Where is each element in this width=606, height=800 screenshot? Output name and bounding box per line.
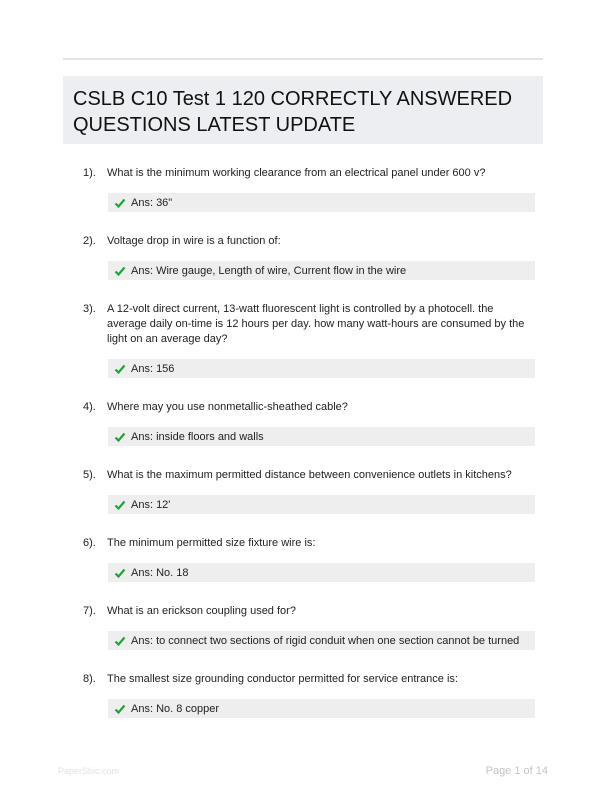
question-number: 3). bbox=[83, 303, 96, 315]
page-indicator: Page 1 of 14 bbox=[485, 765, 548, 777]
qa-item-7 bbox=[63, 604, 543, 650]
check-icon bbox=[114, 703, 126, 715]
question-text: Where may you use nonmetallic-sheathed cable? bbox=[107, 401, 348, 413]
question-number: 8). bbox=[83, 673, 96, 685]
check-icon bbox=[114, 635, 126, 647]
check-icon bbox=[114, 363, 126, 375]
answer-text: Ans: 36" bbox=[131, 196, 173, 209]
title-banner bbox=[63, 76, 543, 144]
qa-item-5 bbox=[63, 468, 543, 514]
answer-text: Ans: Wire gauge, Length of wire, Current flow in the wire bbox=[131, 264, 407, 277]
question-text: What is the maximum permitted distance between convenience outlets in kitchens? bbox=[107, 469, 512, 481]
check-icon bbox=[114, 265, 126, 277]
question-text: What is the minimum working clearance from an electrical panel under 600 v? bbox=[107, 167, 486, 179]
question-text: Voltage drop in wire is a function of: bbox=[107, 235, 281, 247]
footer-watermark: PaperSbic.com bbox=[58, 766, 120, 776]
answer-box bbox=[108, 261, 535, 280]
top-divider bbox=[63, 58, 543, 60]
question-text: The minimum permitted size fixture wire is: bbox=[107, 537, 316, 549]
answer-text: Ans: No. 18 bbox=[131, 566, 189, 579]
answer-box bbox=[108, 563, 535, 582]
answer-text: Ans: No. 8 copper bbox=[131, 702, 220, 715]
check-icon bbox=[114, 499, 126, 511]
check-icon bbox=[114, 197, 126, 209]
answer-box bbox=[108, 193, 535, 212]
qa-item-4 bbox=[63, 400, 543, 446]
answer-box bbox=[108, 699, 535, 718]
document-title: CSLB C10 Test 1 120 CORRECTLY ANSWERED QUESTIONS LATEST UPDATE bbox=[73, 88, 513, 136]
answer-text: Ans: to connect two sections of rigid conduit when one section cannot be turned bbox=[131, 634, 520, 647]
question-list bbox=[63, 166, 543, 718]
question-number: 2). bbox=[83, 235, 96, 247]
qa-item-3 bbox=[63, 302, 543, 378]
question-text: A 12-volt direct current, 13-watt fluorescent light is controlled by a photocell. the average daily on-time is 12 hours per day. how many watt-hours are consumed by the light on an average day? bbox=[107, 303, 525, 345]
answer-text: Ans: 156 bbox=[131, 362, 175, 375]
question-text: What is an erickson coupling used for? bbox=[107, 605, 296, 617]
question-number: 5). bbox=[83, 469, 96, 481]
question-number: 7). bbox=[83, 605, 96, 617]
answer-box bbox=[108, 495, 535, 514]
question-text: The smallest size grounding conductor permitted for service entrance is: bbox=[107, 673, 458, 685]
qa-item-2 bbox=[63, 234, 543, 280]
answer-text: Ans: 12' bbox=[131, 498, 171, 511]
question-number: 1). bbox=[83, 167, 96, 179]
question-number: 6). bbox=[83, 537, 96, 549]
qa-item-8 bbox=[63, 672, 543, 718]
question-number: 4). bbox=[83, 401, 96, 413]
check-icon bbox=[114, 431, 126, 443]
qa-item-1 bbox=[63, 166, 543, 212]
answer-box bbox=[108, 631, 535, 650]
answer-box bbox=[108, 427, 535, 446]
check-icon bbox=[114, 567, 126, 579]
answer-text: Ans: inside floors and walls bbox=[131, 430, 264, 443]
answer-box bbox=[108, 359, 535, 378]
qa-item-6 bbox=[63, 536, 543, 582]
